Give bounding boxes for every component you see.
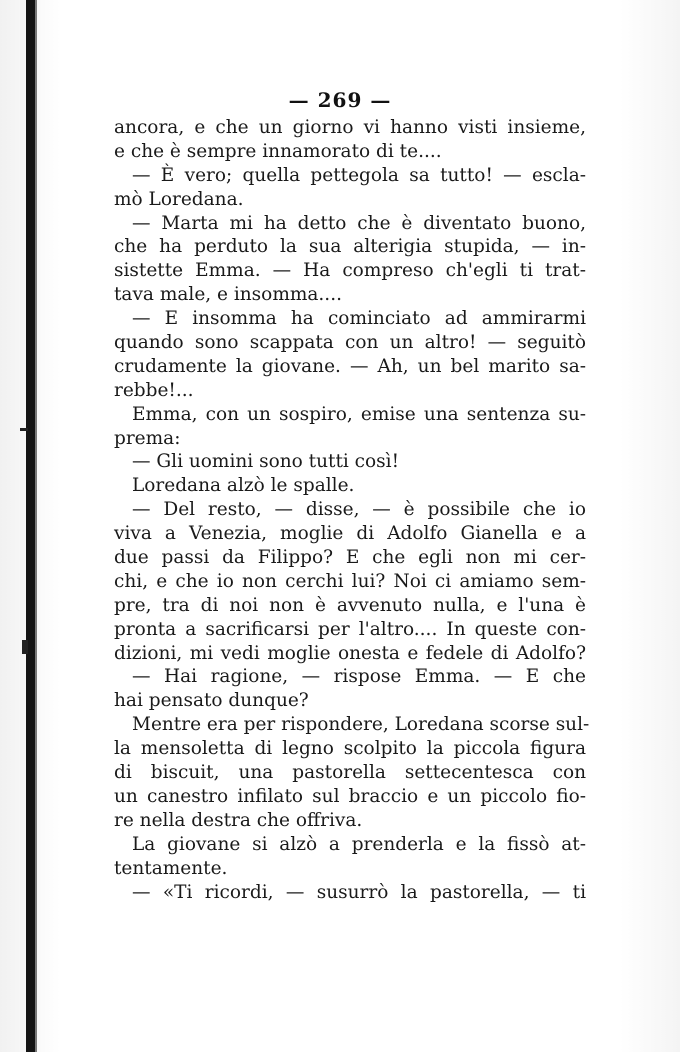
text-line: — Hai ragione, — rispose Emma. — E che: [132, 666, 586, 688]
body-text: [114, 116, 590, 904]
text-line: la mensoletta di legno scolpito la piccola figura: [114, 738, 586, 760]
text-line: che ha perduto la sua alterigia stupida, — in-: [114, 236, 586, 258]
text-line: e che è sempre innamorato di te....: [114, 140, 442, 162]
text-line: di biscuit, una pastorella settecentesca con: [114, 762, 586, 784]
text-line: pre, tra di noi non è avvenuto nulla, e l'una è: [114, 594, 586, 616]
page-number: — 269 —: [288, 88, 392, 112]
text-line: pronta a sacrificarsi per l'altro.... In queste con-: [114, 618, 586, 640]
text-line: quando sono scappata con un altro! — seguitò: [114, 332, 586, 354]
margin-mark: [22, 640, 28, 654]
text-line: chi, e che io non cerchi lui? Noi ci amiamo sem-: [114, 570, 586, 592]
text-line: sistette Emma. — Ha compreso ch'egli ti trat-: [114, 260, 586, 282]
text-line: — Gli uomini sono tutti così!: [132, 451, 400, 473]
text-line: ancora, e che un giorno vi hanno visti insieme,: [114, 117, 586, 138]
text-line: rebbe!...: [114, 379, 194, 401]
text-line: tava male, e insomma....: [114, 284, 342, 306]
text-line: — Marta mi ha detto che è diventato buono,: [132, 212, 586, 234]
text-line: — Del resto, — disse, — è possibile che io: [132, 499, 586, 521]
text-line: hai pensato dunque?: [114, 690, 309, 712]
text-line: — «Ti ricordi, — susurrò la pastorella, — ti: [132, 881, 586, 903]
text-line: viva a Venezia, moglie di Adolfo Gianella e a: [114, 523, 586, 545]
text-line: re nella destra che offriva.: [114, 809, 363, 831]
text-line: — È vero; quella pettegola sa tutto! — escla-: [132, 164, 586, 186]
page-binding-edge: [26, 0, 35, 1052]
page-binding-shadow: [35, 0, 37, 1052]
text-line: Mentre era per rispondere, Loredana scorse sul-: [132, 714, 590, 736]
text-line: due passi da Filippo? E che egli non mi cer-: [114, 547, 586, 569]
text-line: Loredana alzò le spalle.: [132, 475, 355, 497]
text-line: Emma, con un sospiro, emise una sentenza su-: [132, 403, 586, 425]
text-line: prema:: [114, 427, 181, 449]
margin-mark: [20, 428, 28, 431]
text-line: tentamente.: [114, 857, 228, 879]
text-line: dizioni, mi vedi moglie onesta e fedele di Adolfo?: [114, 642, 586, 664]
text-line: mò Loredana.: [114, 188, 244, 210]
text-line: un canestro infilato sul braccio e un piccolo fio-: [114, 785, 586, 807]
text-line: — E insomma ha cominciato ad ammirarmi: [132, 308, 586, 330]
text-line: crudamente la giovane. — Ah, un bel marito sa-: [114, 355, 586, 377]
text-line: La giovane si alzò a prenderla e la fissò at-: [132, 833, 586, 855]
